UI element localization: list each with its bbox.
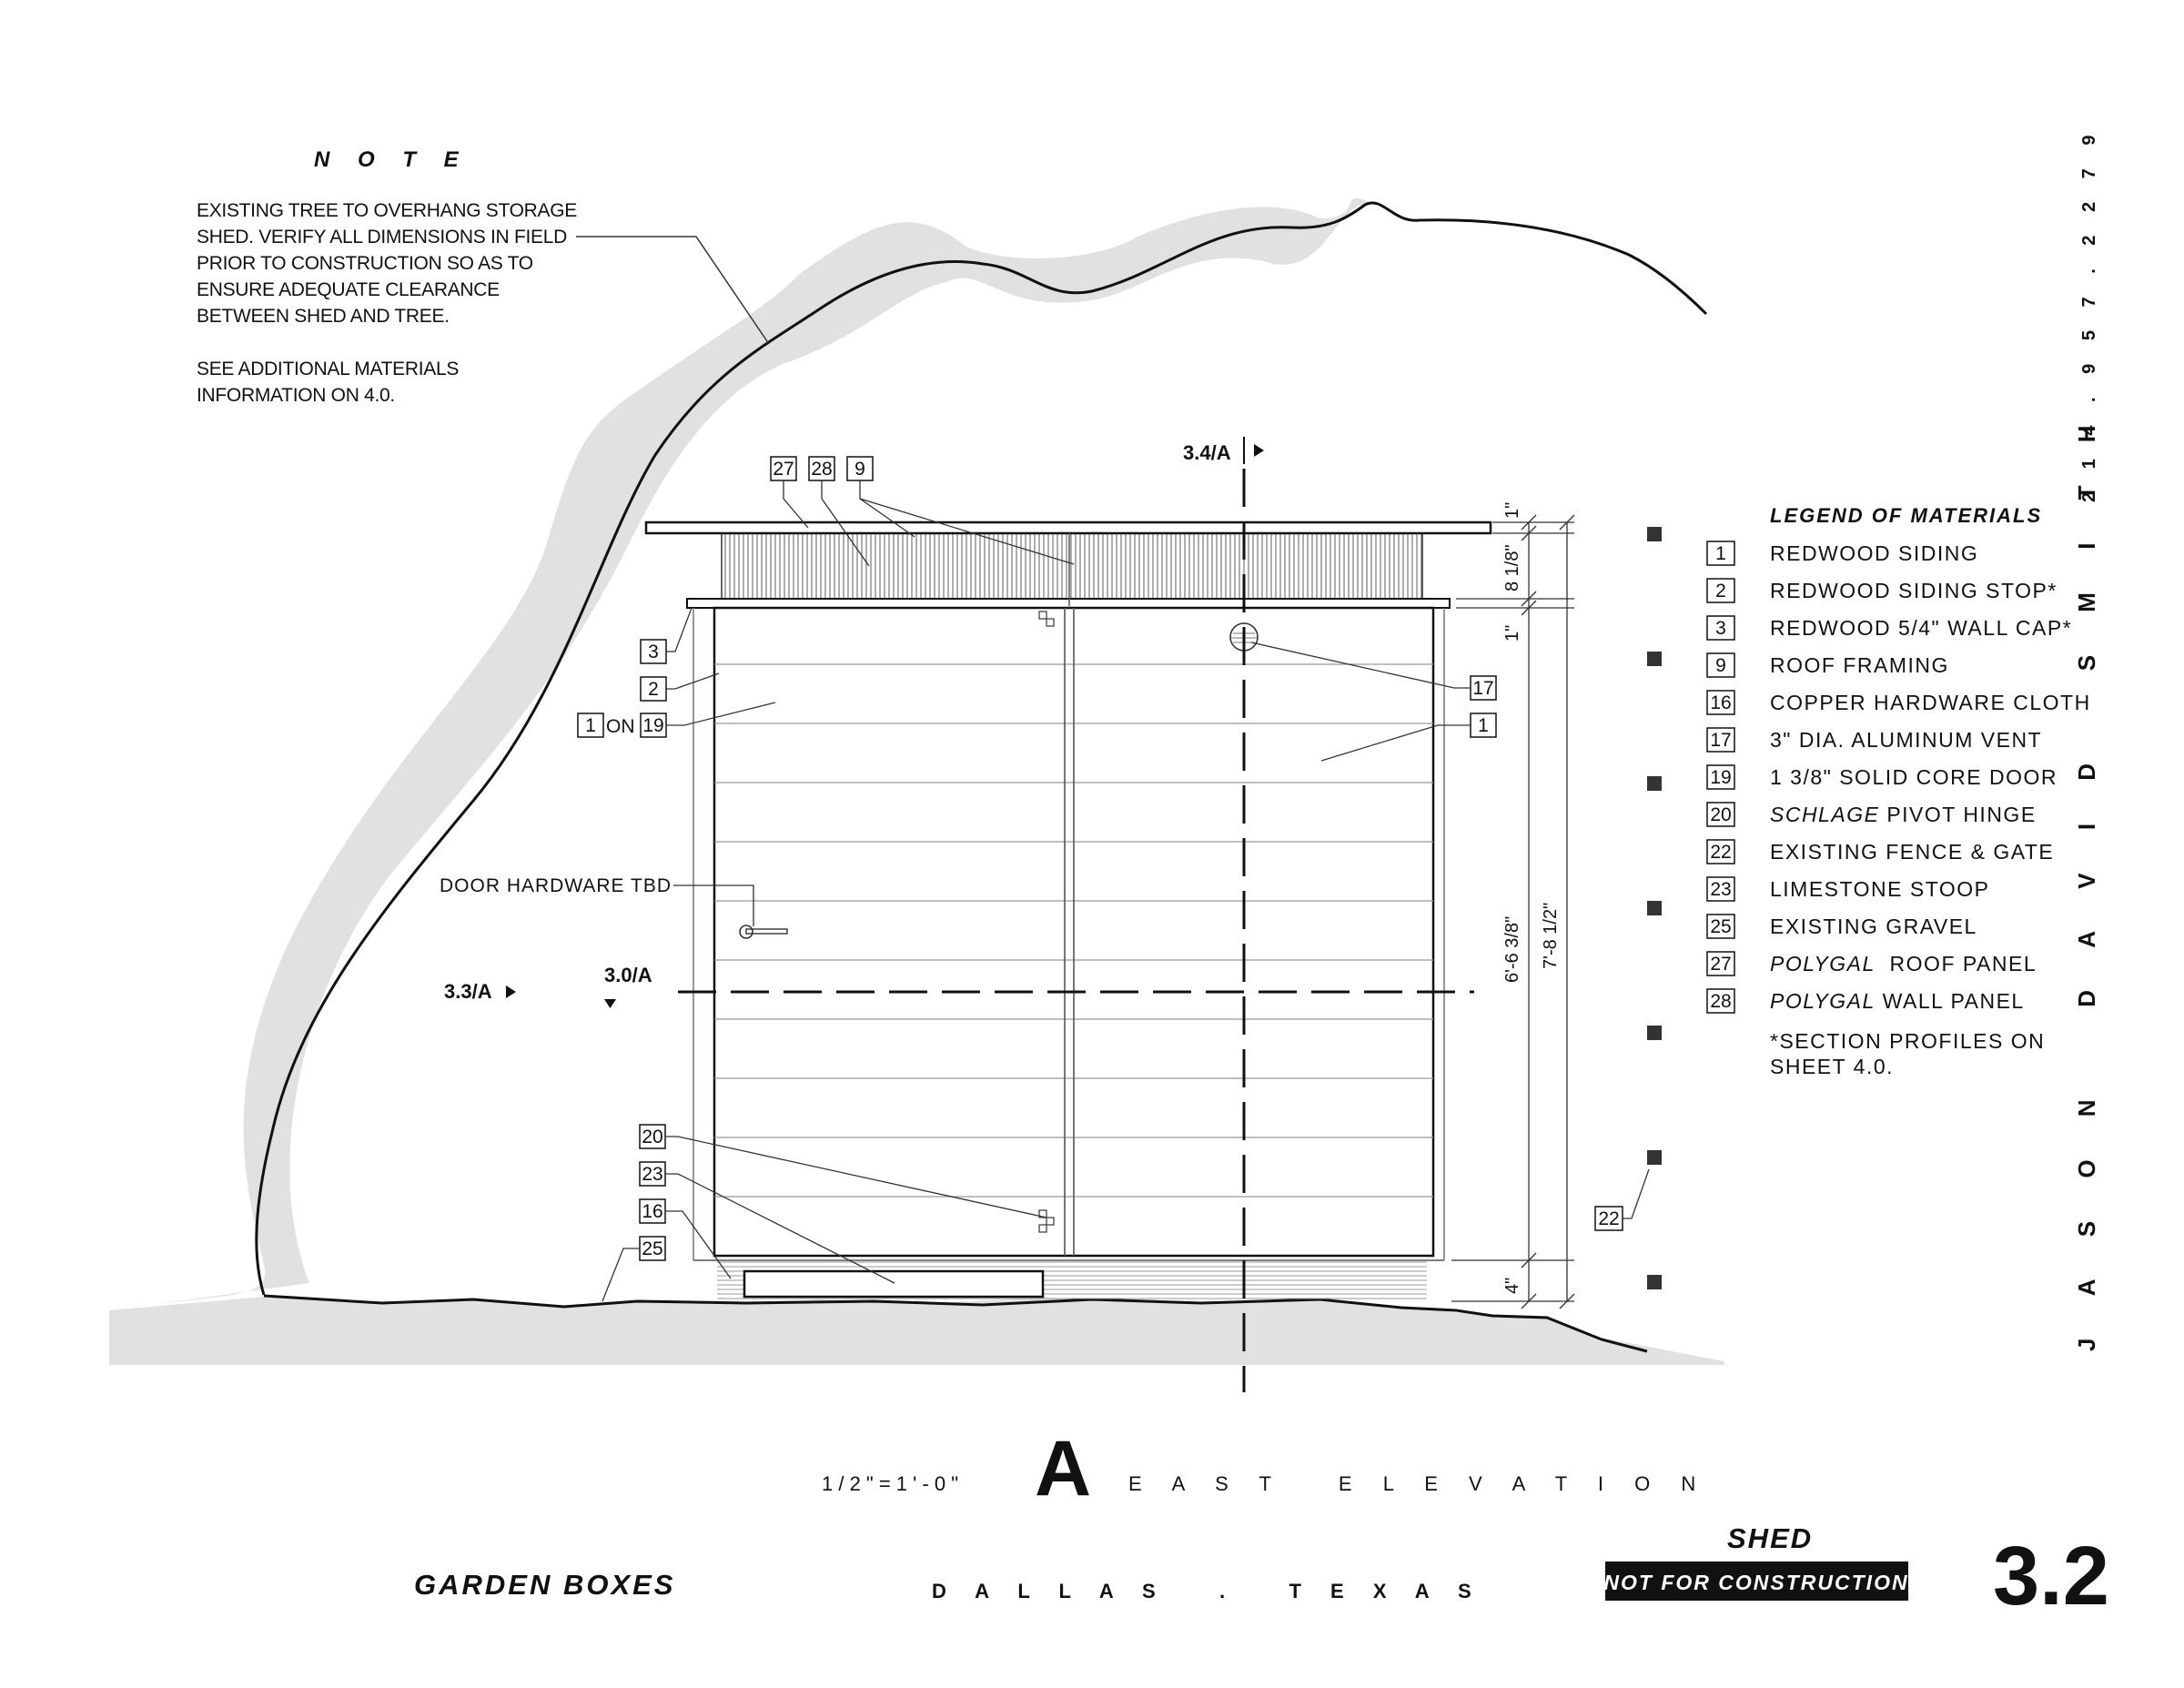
legend-item	[1707, 989, 2025, 1013]
tag-17	[1471, 676, 1496, 700]
door-hardware-callout: DOOR HARDWARE TBD	[440, 875, 672, 896]
project-left-title: GARDEN BOXES	[414, 1569, 676, 1601]
leader-22	[1623, 1169, 1649, 1218]
wall-cap	[687, 599, 1450, 608]
svg-text:REDWOOD 5/4" WALL CAP*: REDWOOD 5/4" WALL CAP*	[1770, 616, 2073, 640]
legend-footnote-1: *SECTION PROFILES ON	[1770, 1029, 2046, 1053]
note-line-6: SEE ADDITIONAL MATERIALS	[197, 359, 460, 379]
svg-text:3: 3	[1715, 618, 1726, 639]
tag-1-on-19	[578, 713, 666, 737]
svg-text:9: 9	[854, 459, 865, 480]
roof-panel	[722, 533, 1422, 606]
legend-item	[1707, 877, 1989, 901]
legend-footnote-2: SHEET 4.0.	[1770, 1055, 1895, 1078]
project-name: SHED	[1727, 1522, 1814, 1554]
legend-item	[1707, 765, 2058, 789]
svg-text:9: 9	[1715, 655, 1726, 676]
legend-item	[1707, 579, 2058, 602]
section-3-4-arrow	[1254, 444, 1264, 457]
svg-text:19: 19	[642, 715, 664, 736]
tag-27	[771, 457, 796, 480]
legend-item	[1707, 803, 2037, 826]
legend-list	[1707, 541, 2091, 1013]
project-location: D A L L A S . T E X A S	[932, 1580, 1483, 1602]
leader-25	[602, 1248, 640, 1301]
tag-22	[1595, 1207, 1623, 1230]
leader-3	[666, 608, 692, 652]
svg-text:25: 25	[1710, 916, 1732, 937]
svg-text:1: 1	[585, 715, 596, 736]
svg-text:16: 16	[1710, 692, 1732, 713]
svg-text:22: 22	[1710, 842, 1732, 863]
limestone-stoop	[744, 1271, 1043, 1297]
dim-8-1-8: 8 1/8"	[1502, 544, 1522, 591]
phone-number: 2 1 4 . 9 5 7 . 2 2 7 9	[2079, 126, 2099, 502]
tag-2	[641, 677, 666, 701]
legend-item	[1707, 653, 1949, 677]
svg-text:1: 1	[1478, 715, 1489, 736]
svg-text:REDWOOD SIDING: REDWOOD SIDING	[1770, 541, 1979, 565]
svg-text:2: 2	[648, 679, 659, 700]
svg-text:REDWOOD SIDING STOP*: REDWOOD SIDING STOP*	[1770, 579, 2058, 602]
dim-4: 4"	[1502, 1277, 1522, 1294]
tag-9	[847, 457, 873, 480]
tag-25	[640, 1237, 665, 1260]
note-line-2: SHED. VERIFY ALL DIMENSIONS IN FIELD	[197, 227, 567, 248]
svg-text:POLYGAL WALL PANEL: POLYGAL WALL PANEL	[1770, 989, 2025, 1013]
section-3-0-label: 3.0/A	[604, 964, 652, 986]
svg-text:1: 1	[1715, 543, 1726, 564]
ground-fill	[109, 1297, 1724, 1365]
tag-1-right	[1471, 713, 1496, 737]
leader-2	[666, 673, 719, 689]
section-3-3-arrow	[506, 986, 516, 998]
svg-text:17: 17	[1472, 678, 1494, 699]
svg-text:3: 3	[648, 642, 659, 662]
legend-item	[1707, 691, 2091, 714]
svg-text:27: 27	[773, 459, 794, 480]
drawing-letter: A	[1035, 1425, 1092, 1512]
legend-item	[1707, 915, 1977, 938]
legend-item	[1707, 541, 1978, 565]
tag-16	[640, 1199, 665, 1223]
section-3-4-label: 3.4/A	[1183, 441, 1231, 464]
svg-text:25: 25	[642, 1238, 663, 1259]
fence-posts	[1647, 527, 1662, 1289]
svg-text:1 3/8" SOLID CORE DOOR: 1 3/8" SOLID CORE DOOR	[1770, 765, 2058, 789]
svg-text:COPPER HARDWARE CLOTH: COPPER HARDWARE CLOTH	[1770, 691, 2091, 714]
note-line-3: PRIOR TO CONSTRUCTION SO AS TO	[197, 253, 533, 274]
dim-1-mid: 1"	[1502, 624, 1522, 642]
svg-text:16: 16	[642, 1201, 663, 1222]
svg-text:19: 19	[1710, 767, 1732, 788]
note-line-4: ENSURE ADEQUATE CLEARANCE	[197, 279, 500, 300]
svg-text:17: 17	[1710, 730, 1732, 751]
svg-text:22: 22	[1598, 1208, 1620, 1229]
legend-title: LEGEND OF MATERIALS	[1770, 504, 2043, 527]
sheet-number: 3.2	[1993, 1530, 2109, 1622]
tag-3	[641, 640, 666, 663]
drawing-scale: 1 / 2 " = 1 ' - 0 "	[822, 1472, 959, 1495]
note-title: N O T E	[314, 147, 470, 172]
legend-item	[1707, 840, 2054, 864]
legend-item	[1707, 616, 2072, 640]
svg-text:20: 20	[1710, 804, 1732, 825]
drawing-view-title: E A S T E L E V A T I O N	[1128, 1472, 1709, 1495]
svg-text:ON: ON	[606, 716, 635, 737]
svg-text:3" DIA. ALUMINUM VENT: 3" DIA. ALUMINUM VENT	[1770, 728, 2043, 752]
dim-1-top: 1"	[1502, 501, 1522, 519]
stamp-text: NOT FOR CONSTRUCTION	[1603, 1571, 1909, 1594]
roof-cap	[646, 522, 1491, 533]
dim-6-6-3-8: 6'-6 3/8"	[1502, 915, 1522, 983]
tag-20	[640, 1125, 665, 1148]
architect-name: J A S O N D A V I D S M I T H	[2073, 407, 2100, 1351]
svg-text:ROOF FRAMING: ROOF FRAMING	[1770, 653, 1949, 677]
svg-text:2: 2	[1715, 581, 1726, 601]
note-line-5: BETWEEN SHED AND TREE.	[197, 306, 450, 327]
tag-23	[640, 1162, 665, 1186]
svg-text:EXISTING GRAVEL: EXISTING GRAVEL	[1770, 915, 1977, 938]
svg-text:LIMESTONE STOOP: LIMESTONE STOOP	[1770, 877, 1990, 901]
legend-item	[1707, 728, 2042, 752]
svg-text:27: 27	[1710, 954, 1732, 975]
note-line-7: INFORMATION ON 4.0.	[197, 385, 395, 406]
svg-text:SCHLAGE PIVOT HINGE: SCHLAGE PIVOT HINGE	[1770, 803, 2037, 826]
svg-text:23: 23	[642, 1164, 663, 1185]
tag-28	[809, 457, 834, 480]
svg-text:23: 23	[1710, 879, 1732, 900]
note-text	[197, 200, 577, 406]
dim-7-8-1-2: 7'-8 1/2"	[1541, 902, 1561, 969]
svg-text:20: 20	[642, 1127, 663, 1147]
svg-text:POLYGAL ROOF PANEL: POLYGAL ROOF PANEL	[1770, 952, 2037, 975]
svg-text:28: 28	[1710, 991, 1732, 1012]
svg-text:EXISTING FENCE & GATE: EXISTING FENCE & GATE	[1770, 840, 2055, 864]
note-line-1: EXISTING TREE TO OVERHANG STORAGE	[197, 200, 577, 221]
svg-text:28: 28	[811, 459, 833, 480]
section-3-3-label: 3.3/A	[444, 980, 492, 1003]
legend-item	[1707, 952, 2037, 975]
section-3-0-arrow	[604, 999, 616, 1008]
